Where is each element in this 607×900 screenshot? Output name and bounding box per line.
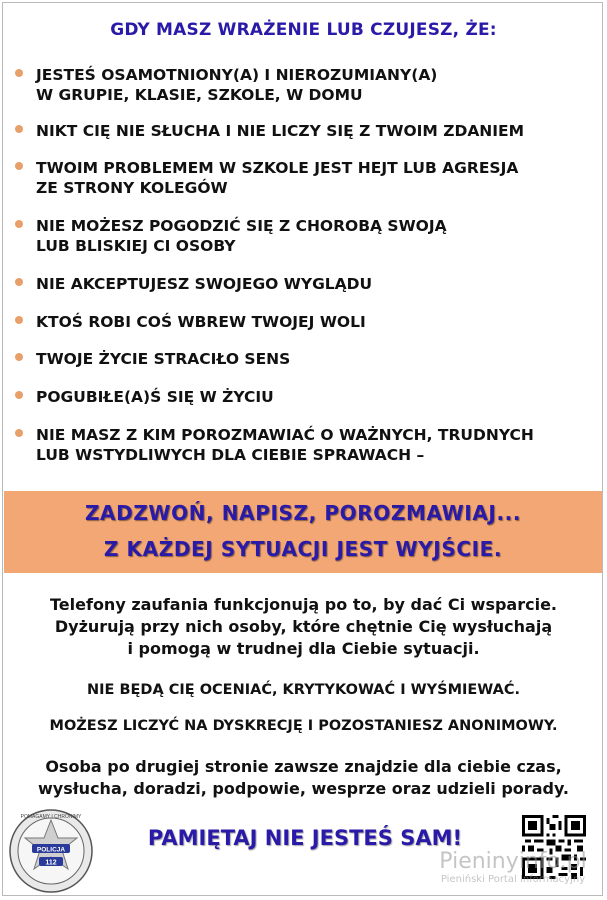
bullet-line: JESTEŚ OSAMOTNIONY(A) I NIEROZUMIANY(A)	[36, 66, 438, 84]
bullet-dot-icon	[15, 125, 23, 133]
bullet-line: LUB WSTYDLIWYCH DLA CIEBIE SPRAWACH –	[36, 446, 425, 464]
bullet-dot-icon	[15, 353, 23, 361]
paragraph-line: wysłucha, doradzi, podpowie, wesprze oraz udzieli porady.	[38, 779, 569, 798]
bullet-dot-icon	[15, 316, 23, 324]
bullet-item	[36, 216, 596, 256]
bullet-line: W GRUPIE, KLASIE, SZKOLE, W DOMU	[36, 86, 363, 104]
bullet-item	[36, 274, 596, 294]
watermark-title: Pieninyinfo.pl	[439, 849, 587, 874]
bullet-dot-icon	[15, 162, 23, 170]
bullet-line: KTOŚ ROBI COŚ WBREW TWOJEJ WOLI	[36, 313, 366, 331]
bullet-dot-icon	[15, 391, 23, 399]
svg-text:POLICJA: POLICJA	[36, 846, 66, 854]
svg-text:POMAGAMY I CHRONIMY: POMAGAMY I CHRONIMY	[20, 814, 82, 820]
bullet-line: NIKT CIĘ NIE SŁUCHA I NIE LICZY SIĘ Z TWOIM ZDANIEM	[36, 122, 525, 140]
hotline-paragraph	[0, 594, 607, 660]
bullet-dot-icon	[15, 278, 23, 286]
watermark-subtitle: Pieniński Portal Informacyjny	[440, 874, 586, 885]
paragraph-line: Dyżurują przy nich osoby, które chętnie Cię wysłuchają	[54, 617, 553, 636]
poster-heading: GDY MASZ WRAŻENIE LUB CZUJESZ, ŻE:	[110, 20, 497, 40]
bullet-dot-icon	[15, 220, 23, 228]
site-watermark	[428, 850, 598, 886]
bullet-line: NIE AKCEPTUJESZ SWOJEGO WYGLĄDU	[36, 275, 373, 293]
band-line-2: Z KAŻDEJ SYTUACJI JEST WYJŚCIE.	[103, 537, 503, 561]
bullet-dot-icon	[15, 429, 23, 437]
bullet-line: POGUBIŁE(A)Ś SIĘ W ŻYCIU	[36, 388, 274, 406]
call-to-action-band	[4, 491, 602, 573]
bullet-line: TWOJE ŻYCIE STRACIŁO SENS	[36, 350, 291, 368]
bullet-item	[36, 312, 596, 332]
bullet-line: LUB BLISKIEJ CI OSOBY	[36, 237, 236, 255]
bullet-line: NIE MOŻESZ POGODZIĆ SIĘ Z CHOROBĄ SWOJĄ	[36, 217, 447, 235]
bullet-item	[36, 387, 596, 407]
bullet-item	[36, 158, 596, 198]
bullet-item	[36, 121, 596, 141]
reminder-slogan: PAMIĘTAJ NIE JESTEŚ SAM!	[147, 826, 463, 850]
bullet-item	[36, 425, 596, 465]
bullet-item	[36, 349, 596, 369]
bullet-item	[36, 65, 596, 105]
svg-text:112: 112	[45, 859, 57, 867]
paragraph-line: i pomogą w trudnej dla Ciebie sytuacji.	[127, 639, 480, 658]
bullet-line: TWOIM PROBLEMEM W SZKOLE JEST HEJT LUB AGRESJA	[36, 159, 519, 177]
support-paragraph	[0, 756, 607, 800]
bullet-line: ZE STRONY KOLEGÓW	[36, 179, 228, 197]
police-badge-icon	[8, 808, 94, 894]
paragraph-line: Osoba po drugiej stronie zawsze znajdzie dla ciebie czas,	[45, 757, 562, 776]
band-line-1: ZADZWOŃ, NAPISZ, POROZMAWIAJ...	[84, 501, 522, 525]
paragraph-line: Telefony zaufania funkcjonują po to, by dać Ci wsparcie.	[50, 595, 557, 614]
bullet-line: NIE MASZ Z KIM POROZMAWIAĆ O WAŻNYCH, TRUDNYCH	[36, 426, 534, 444]
anonymity-statement: MOŻESZ LICZYĆ NA DYSKRECJĘ I POZOSTANIESZ ANONIMOWY.	[49, 718, 558, 734]
bullet-dot-icon	[15, 69, 23, 77]
no-judgement-statement: NIE BĘDĄ CIĘ OCENIAĆ, KRYTYKOWAĆ I WYŚMIEWAĆ.	[86, 682, 521, 698]
